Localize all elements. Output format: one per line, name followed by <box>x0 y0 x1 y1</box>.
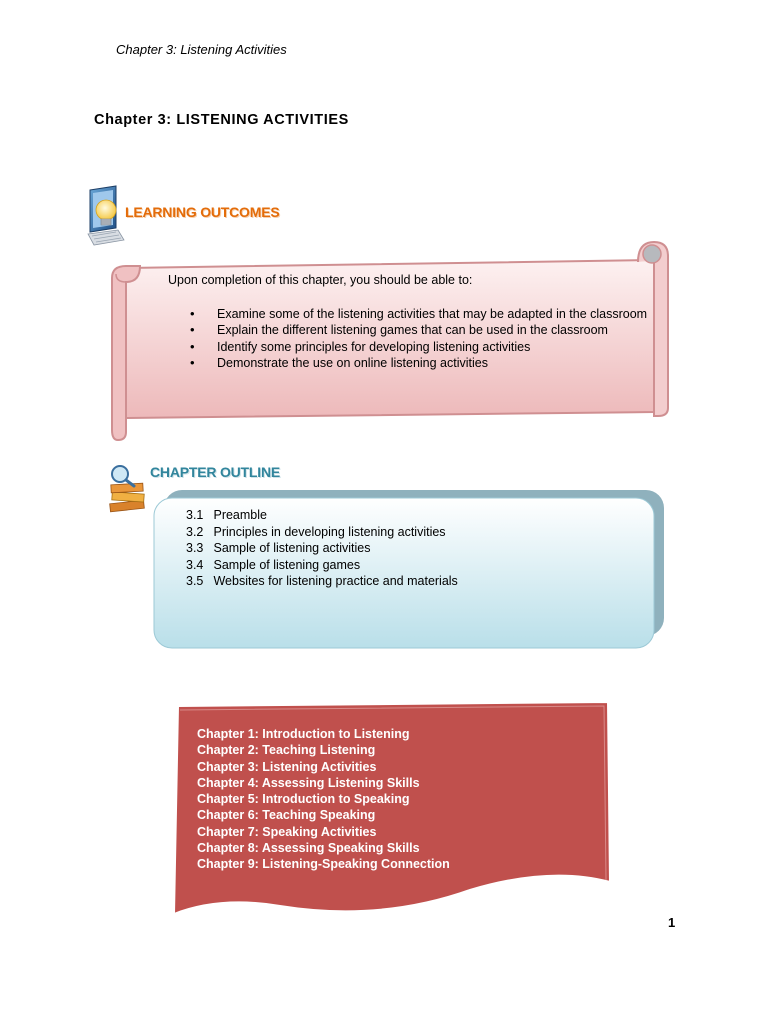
list-item: 3.1 Preamble <box>186 508 267 522</box>
list-item: 3.5 Websites for listening practice and materials <box>186 574 458 588</box>
list-item: Chapter 9: Listening-Speaking Connection <box>197 857 450 872</box>
list-item: • Examine some of the listening activities that may be adapted in the classroom <box>217 306 648 323</box>
list-item: Chapter 4: Assessing Listening Skills <box>197 775 420 790</box>
list-item: Chapter 3: Listening Activities <box>197 759 377 774</box>
list-item: 3.3 Sample of listening activities <box>186 541 371 555</box>
list-item: Chapter 6: Teaching Speaking <box>197 808 376 823</box>
list-item: Chapter 7: Speaking Activities <box>197 824 377 839</box>
list-item: Chapter 2: Teaching Listening <box>197 743 376 758</box>
learning-outcomes-content <box>168 272 648 372</box>
chapter-title: Chapter 3: LISTENING ACTIVITIES <box>94 112 349 128</box>
page-number: 1 <box>668 915 676 930</box>
chapter-list <box>197 726 450 873</box>
list-item: 3.2 Principles in developing listening activities <box>186 524 446 539</box>
chapter-outline-list <box>186 507 458 590</box>
list-item: 3.4 Sample of listening games <box>186 557 361 572</box>
books-magnifier-icon <box>104 462 150 516</box>
list-item: • Identify some principles for developing listening activities <box>217 339 648 356</box>
chapter-outline-heading: CHAPTER OUTLINE <box>150 464 281 480</box>
list-item: • Explain the different listening games that can be used in the classroom <box>217 322 648 339</box>
learning-outcomes-heading: LEARNING OUTCOMES <box>125 204 280 220</box>
list-item: Chapter 5: Introduction to Speaking <box>197 792 410 807</box>
list-item: Chapter 8: Assessing Speaking Skills <box>197 841 420 856</box>
running-header: Chapter 3: Listening Activities <box>116 42 287 57</box>
learning-outcomes-intro: Upon completion of this chapter, you should be able to: <box>168 273 473 287</box>
list-item: Chapter 1: Introduction to Listening <box>197 727 410 741</box>
learning-outcomes-list <box>168 306 648 372</box>
list-item: • Demonstrate the use on online listening activities <box>217 355 648 372</box>
